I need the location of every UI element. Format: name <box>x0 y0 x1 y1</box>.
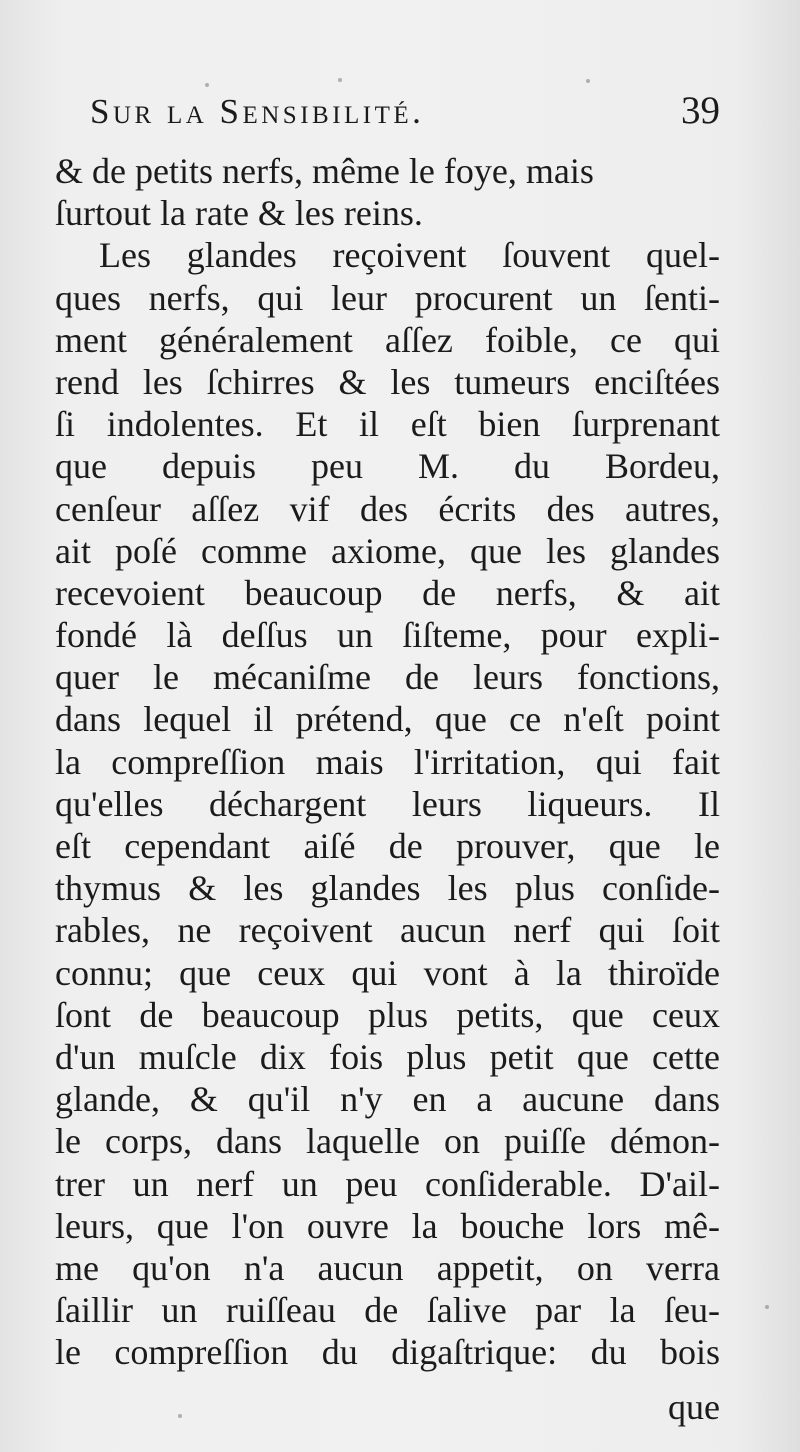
paper-speck <box>338 78 342 82</box>
text-line: leurs, que l'on ouvre la bouche lors mê- <box>55 1205 720 1246</box>
text-line: cenſeur aſſez vif des écrits des autres, <box>55 488 720 529</box>
text-line: trer un nerf un peu conſiderable. D'ail- <box>55 1163 720 1204</box>
paper-speck <box>205 83 209 87</box>
text-line: ment généralement aſſez foible, ce qui <box>55 319 720 360</box>
body-text <box>55 150 720 1373</box>
text-line: & de petits nerfs, même le foye, mais <box>55 151 594 191</box>
text-line: rables, ne reçoivent aucun nerf qui ſoit <box>55 910 720 951</box>
text-line: connu; que ceux qui vont à la thiroïde <box>55 952 720 993</box>
text-line: ſurtout la rate & les reins. <box>55 193 423 234</box>
text-line: que depuis peu M. du Bordeu, <box>55 446 720 487</box>
text-line: ques nerfs, qui leur procurent un ſenti- <box>55 277 720 318</box>
text-line: qu'elles déchargent leurs liqueurs. Il <box>55 783 720 824</box>
text-line: eſt cependant aiſé de prouver, que le <box>55 826 720 866</box>
text-line: fondé là deſſus un ſiſteme, pour expli- <box>55 615 720 656</box>
text-line: me qu'on n'a aucun appetit, on verra <box>55 1247 720 1288</box>
page-number: 39 <box>681 89 720 132</box>
text-line: quer le mécaniſme de leurs fonctions, <box>55 657 720 698</box>
paper-speck <box>765 1305 769 1309</box>
text-line: Les glandes reçoivent ſouvent quel- <box>99 235 720 276</box>
text-line: dans lequel il prétend, que ce n'eſt point <box>55 699 720 740</box>
text-line: le corps, dans laquelle on puiſſe démon- <box>55 1121 720 1162</box>
text-line: rend les ſchirres & les tumeurs enciſtées <box>55 361 720 402</box>
text-line: ait poſé comme axiome, que les glandes <box>55 530 720 571</box>
text-line: la compreſſion mais l'irritation, qui fait <box>55 741 720 782</box>
paper-speck <box>586 79 590 83</box>
text-line: recevoient beaucoup de nerfs, & ait <box>55 572 720 613</box>
text-line: ſi indolentes. Et il eſt bien ſurprenant <box>55 404 720 445</box>
text-line: d'un muſcle dix fois plus petit que cette <box>55 1036 720 1077</box>
text-line: glande, & qu'il n'y en a aucune dans <box>55 1079 720 1120</box>
catchword: que <box>668 1387 720 1427</box>
running-head: Sur la Sensibilité. <box>90 92 425 131</box>
text-line: ſont de beaucoup plus petits, que ceux <box>55 994 720 1035</box>
page-header <box>90 89 720 138</box>
paper-speck <box>178 1414 182 1418</box>
text-line: le compreſſion du digaſtrique: du bois <box>55 1332 720 1373</box>
text-line: thymus & les glandes les plus conſide- <box>55 868 720 909</box>
text-line: ſaillir un ruiſſeau de ſalive par la ſeu- <box>55 1290 720 1331</box>
